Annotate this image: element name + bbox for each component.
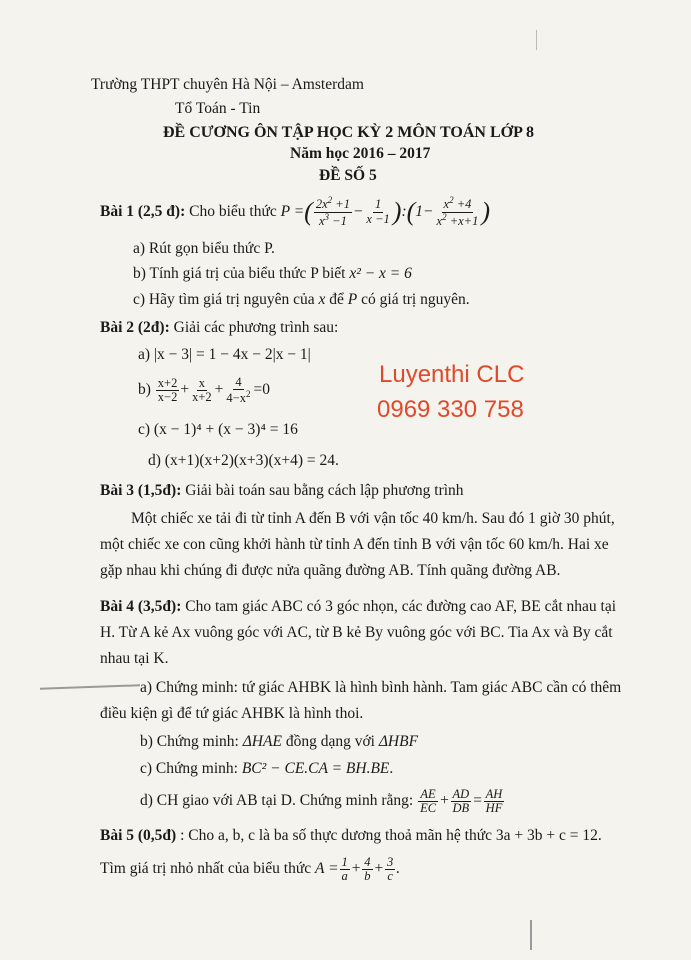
bai1-label: Bài 1 (2,5 đ): [100,202,186,220]
bai3-line1: Một chiếc xe tải đi từ tỉnh A đến B với vận tốc 40 km/h. Sau đó 1 giờ 30 phút, [131,510,615,527]
bai2-d: d) (x+1)(x+2)(x+3)(x+4) = 24. [148,452,339,469]
bai2-b: b) $\frac{x+2}{x-2}$ + $\frac{x}{x+2}$ + $\frac{4}{4-x^2}$ =0 [138,375,270,406]
bai1-header [100,196,490,228]
bai4-header: Bài 4 (3,5đ): Cho tam giác ABC có 3 góc nhọn, các đường cao AF, BE cắt nhau tại [100,598,617,615]
bai4-d: d) CH giao với AB tại D. Chứng minh rằng: $\frac{AE}{EC}$ + $\frac{AD}{DB}$ = $\frac{AH}{HF}$ [140,787,503,816]
scan-artifact-line [40,684,140,689]
bai1-c: c) Hãy tìm giá trị nguyên của x để P có giá trị nguyên. [133,291,470,308]
scan-artifact-mark [536,30,537,50]
page-title: ĐỀ CƯƠNG ÔN TẬP HỌC KỲ 2 MÔN TOÁN LỚP 8 [163,124,534,141]
bai5-line2: Tìm giá trị nhỏ nhất của biểu thức A = $\frac{1}{a}$ + $\frac{4}{b}$ + $\frac{3}{c}$ . [100,855,401,884]
watermark-name: Luyenthi CLC [379,361,525,388]
bai1-expression: P = ( $\frac{2x^2 +1}{x^3 -1}$ − $\frac{1}{x -1}$ ) : ( 1− $\frac{x^2 +4}{x^2 +x+1}$ ) [280,195,491,228]
bai4-a-line1: a) Chứng minh: tứ giác AHBK là hình bình hành. Tam giác ABC cần có thêm [140,679,622,696]
bai1-a: a) Rút gọn biểu thức P. [133,240,275,257]
bai3-line2: một chiếc xe con cũng khởi hành từ tỉnh A đến tỉnh B với vận tốc 60 km/h. Hai xe [100,536,609,553]
bai2-c: c) (x − 1)⁴ + (x − 3)⁴ = 16 [138,421,298,438]
watermark-phone: 0969 330 758 [377,396,524,423]
department: Tổ Toán - Tin [175,100,261,117]
bai4-b: b) Chứng minh: ΔHAE đồng dạng với ΔHBF [140,733,419,750]
bai4-c: c) Chứng minh: BC² − CE.CA = BH.BE. [140,760,394,777]
bai3-header: Bài 3 (1,5đ): Giải bài toán sau bằng cách lập phương trình [100,482,464,499]
school-year: Năm học 2016 – 2017 [290,145,431,162]
bai1-intro: Cho biểu thức [189,202,277,220]
bai2-header: Bài 2 (2đ): Giải các phương trình sau: [100,319,339,336]
bai3-line3: gặp nhau khi chúng đi được nửa quãng đường AB. Tính quãng đường AB. [100,562,561,579]
bai5-line1: Bài 5 (0,5đ) : Cho a, b, c là ba số thực dương thoả mãn hệ thức 3a + 3b + c = 12. [100,827,602,844]
bai1-b: b) Tính giá trị của biểu thức P biết x² − x = 6 [133,265,412,282]
scan-artifact-mark [530,920,532,950]
school-name: Trường THPT chuyên Hà Nội – Amsterdam [91,76,364,93]
bai4-a-line2: điều kiện gì để tứ giác AHBK là hình thoi. [100,705,364,722]
exam-number: ĐỀ SỐ 5 [319,167,377,184]
bai2-a: a) |x − 3| = 1 − 4x − 2|x − 1| [138,346,311,363]
bai4-line3: nhau tại K. [100,650,169,667]
bai4-line2: H. Từ A kẻ Ax vuông góc với AC, từ B kẻ By vuông góc với BC. Tia Ax và By cắt [100,624,613,641]
